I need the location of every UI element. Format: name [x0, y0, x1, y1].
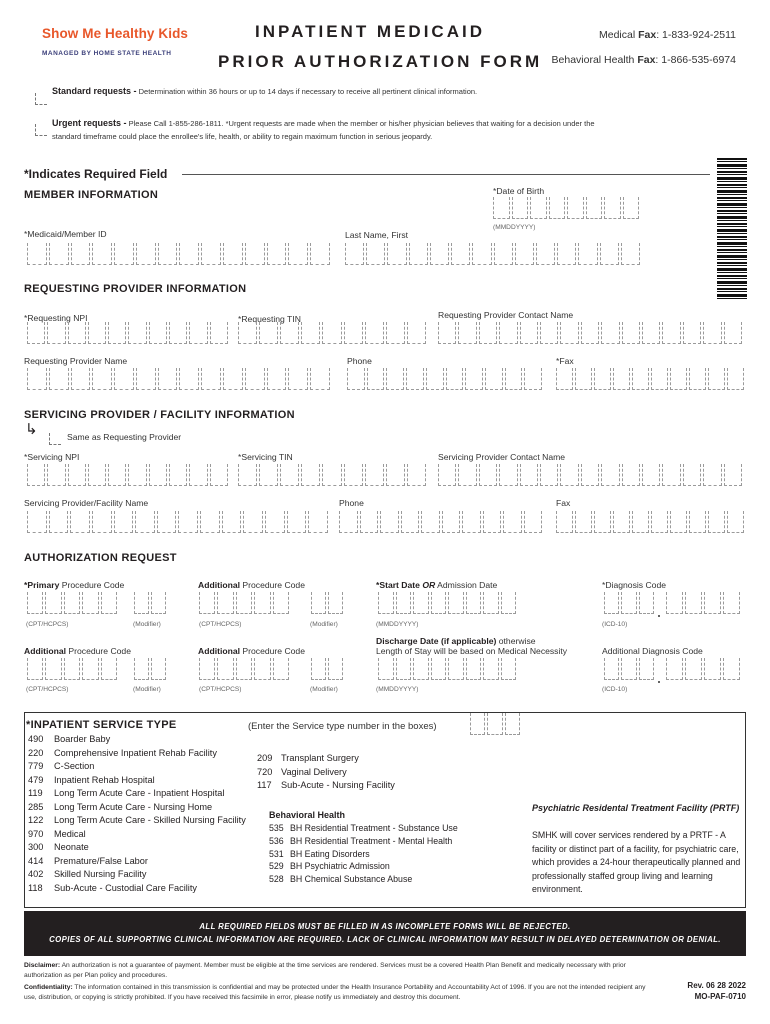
- member-id-label: *Medicaid/Member ID: [24, 229, 107, 239]
- dob-input[interactable]: [493, 197, 641, 219]
- service-code: 536: [269, 835, 284, 846]
- service-type-item: [269, 822, 458, 835]
- servicing-contact-input[interactable]: [438, 464, 744, 486]
- diagnosis-label: *Diagnosis Code: [602, 580, 667, 590]
- service-label: Long Term Acute Care - Nursing Home: [54, 801, 213, 812]
- additional-procedure-input-2[interactable]: [27, 658, 119, 680]
- member-name-label: Last Name, First: [345, 230, 409, 240]
- requesting-name-label: Requesting Provider Name: [24, 356, 128, 366]
- warning-line-1: ALL REQUIRED FIELDS MUST BE FILLED IN AS INCOMPLETE FORMS WILL BE REJECTED.: [199, 922, 571, 931]
- discharge-date-input[interactable]: [378, 658, 518, 680]
- service-label: BH Eating Disorders: [290, 848, 370, 859]
- service-code: 529: [269, 861, 284, 872]
- standard-request-text: Standard requests - Determination within 36 hours or up to 14 days if necessary to receive all pertinent clinical information.: [52, 86, 478, 96]
- service-type-item: [28, 747, 246, 761]
- modifier-hint: (Modifier): [310, 621, 338, 628]
- dob-label: *Date of Birth: [493, 186, 545, 196]
- bh-list: [269, 822, 458, 886]
- requesting-name-input[interactable]: [27, 368, 332, 390]
- date-format-hint: (MMDDYYYY): [376, 621, 419, 628]
- start-date-input[interactable]: [378, 592, 518, 614]
- member-id-input[interactable]: [27, 243, 332, 265]
- requesting-fax-label: *Fax: [556, 356, 574, 366]
- service-type-instruction: (Enter the Service type number in the boxes): [248, 721, 437, 732]
- service-label: Premature/False Labor: [54, 855, 148, 866]
- medical-fax: Medical Fax: 1-833-924-2511: [599, 29, 736, 41]
- service-type-item: [28, 774, 246, 788]
- service-code: 779: [28, 761, 44, 771]
- logo: Show Me Healthy Kids: [42, 26, 189, 41]
- primary-modifier-input[interactable]: [134, 592, 168, 614]
- service-type-item: [28, 814, 246, 828]
- same-as-requesting-checkbox[interactable]: [49, 433, 61, 445]
- service-code: 531: [269, 848, 284, 859]
- service-type-item: [28, 841, 246, 855]
- prtf-heading: Psychiatric Residental Treatment Facility (PRTF): [532, 803, 740, 813]
- servicing-tin-input[interactable]: [238, 464, 428, 486]
- servicing-phone-input[interactable]: [339, 511, 544, 533]
- requesting-tin-input[interactable]: [238, 322, 428, 344]
- service-type-item: [257, 766, 395, 780]
- form-code: MO-PAF-0710: [694, 992, 746, 1001]
- disclaimer: Disclaimer: An authorization is not a guarantee of payment. Member must be eligible at the time services are rendered. Services must be a covered Health Plan Benefit and medically necessary with prior authorization as per Plan policy and procedures.: [24, 962, 626, 979]
- bh-heading: Behavioral Health: [269, 810, 346, 820]
- member-heading: MEMBER INFORMATION: [24, 189, 159, 201]
- service-label: Skilled Nursing Facility: [54, 869, 147, 879]
- additional-procedure-input-1[interactable]: [199, 592, 291, 614]
- requesting-phone-label: Phone: [347, 356, 372, 366]
- cpt-hint: (CPT/HCPCS): [199, 621, 242, 628]
- divider: [182, 174, 710, 175]
- requesting-tin-label: *Requesting TIN: [238, 314, 301, 324]
- additional-modifier-input-2[interactable]: [134, 658, 168, 680]
- service-type-item: [269, 835, 458, 848]
- additional-procedure-input-3[interactable]: [199, 658, 291, 680]
- warning-line-2: COPIES OF ALL SUPPORTING CLINICAL INFORMATION ARE REQUIRED. LACK OF CLINICAL INFORMATION MAY RESULT IN DELAYED DETERMINATION OR DENIAL.: [49, 935, 721, 944]
- additional-procedure-label-2: Additional Procedure Code: [24, 646, 131, 656]
- service-type-item: [28, 801, 246, 815]
- requesting-npi-label: *Requesting NPI: [24, 313, 88, 323]
- service-type-item: [28, 882, 246, 896]
- service-label: Sub-Acute - Custodial Care Facility: [54, 882, 197, 893]
- page-title-line2: PRIOR AUTHORIZATION FORM: [218, 52, 543, 71]
- service-label: Vaginal Delivery: [281, 766, 347, 777]
- service-type-item: [269, 860, 458, 873]
- service-type-item: [28, 855, 246, 869]
- diagnosis-input-a[interactable]: [604, 592, 656, 614]
- service-type-item: [257, 752, 395, 766]
- service-label: C-Section: [54, 761, 95, 771]
- service-code: 300: [28, 842, 44, 852]
- service-label: Boarder Baby: [54, 734, 111, 744]
- requesting-fax-input[interactable]: [556, 368, 746, 390]
- service-code: 220: [28, 747, 44, 758]
- servicing-tin-label: *Servicing TIN: [238, 452, 293, 462]
- decimal-dot: [658, 681, 660, 683]
- additional-diagnosis-input-a[interactable]: [604, 658, 656, 680]
- service-type-item: [28, 868, 246, 882]
- service-label: Comprehensive Inpatient Rehab Facility: [54, 747, 217, 758]
- barcode-icon: [717, 158, 747, 300]
- date-format-hint: (MMDDYYYY): [376, 686, 419, 693]
- urgent-request-checkbox[interactable]: [35, 124, 47, 136]
- service-label: BH Residential Treatment - Mental Health: [290, 835, 453, 846]
- primary-procedure-input[interactable]: [27, 592, 119, 614]
- icd-hint: (ICD-10): [602, 686, 628, 693]
- service-code: 720: [257, 766, 273, 777]
- additional-procedure-label-3: Additional Procedure Code: [198, 646, 305, 656]
- modifier-hint: (Modifier): [133, 686, 161, 693]
- service-code: 209: [257, 753, 273, 763]
- warning-banner: [24, 911, 746, 956]
- service-type-list-2: [257, 752, 395, 793]
- bh-fax: Behavioral Health Fax: 1-866-535-6974: [551, 54, 736, 66]
- modifier-hint: (Modifier): [133, 621, 161, 628]
- service-type-item: [269, 873, 458, 886]
- service-label: BH Psychiatric Admission: [290, 861, 390, 872]
- service-code: 118: [28, 882, 43, 893]
- auth-heading: AUTHORIZATION REQUEST: [24, 552, 177, 564]
- modifier-hint: (Modifier): [310, 686, 338, 693]
- service-code: 285: [28, 801, 44, 812]
- urgent-request-text: Urgent requests - Please Call 1-855-286-1811. *Urgent requests are made when the member or his/her physician believes that waiting for a decision under the standard timeframe could place the enrollee's life, health, or ability to regain maximum function in serious jeopardy.: [52, 118, 595, 141]
- confidentiality: Confidentiality: The information contained in this transmission is confidential and may be protected under the Health Insurance Portability and Accountability Act of 1996. If you are not the intended recipient any use, distribution, or copying is strictly prohibited. If you have received this facsimile in error, please notify us immediately and destroy this document.: [24, 984, 646, 1001]
- service-label: Inpatient Rehab Hospital: [54, 774, 155, 785]
- same-as-requesting-label: Same as Requesting Provider: [67, 432, 182, 442]
- logo-tagline: MANAGED BY HOME STATE HEALTH: [42, 50, 172, 57]
- servicing-fax-label: Fax: [556, 498, 571, 508]
- servicing-heading: SERVICING PROVIDER / FACILITY INFORMATION: [24, 409, 295, 421]
- service-type-item: [28, 760, 246, 774]
- prtf-text: SMHK will cover services rendered by a PRTF - A facility or distinct part of a facility, for psychiatric care, which provides a 24-hour therapeutically planned and professionally staffed group living and learning environment.: [532, 830, 741, 895]
- cpt-hint: (CPT/HCPCS): [26, 686, 69, 693]
- service-type-item: [28, 828, 246, 842]
- service-label: Long Term Acute Care - Inpatient Hospital: [54, 788, 225, 798]
- service-label: Long Term Acute Care - Skilled Nursing Facility: [54, 815, 246, 825]
- service-code: 402: [28, 869, 44, 879]
- cpt-hint: (CPT/HCPCS): [26, 621, 69, 628]
- primary-procedure-label: *Primary Procedure Code: [24, 580, 125, 590]
- service-type-input[interactable]: [470, 713, 522, 735]
- service-code: 490: [28, 734, 44, 744]
- additional-modifier-input-1[interactable]: [311, 592, 345, 614]
- additional-diagnosis-input-b[interactable]: [666, 658, 742, 680]
- additional-procedure-label-1: Additional Procedure Code: [198, 580, 305, 590]
- decimal-dot: [658, 615, 660, 617]
- diagnosis-input-b[interactable]: [666, 592, 742, 614]
- requesting-heading: REQUESTING PROVIDER INFORMATION: [24, 283, 247, 295]
- required-field-note: *Indicates Required Field: [24, 167, 168, 181]
- service-type-list: [28, 733, 246, 895]
- length-of-stay-note: Length of Stay will be based on Medical Necessity: [376, 646, 568, 656]
- service-label: Transplant Surgery: [281, 753, 359, 763]
- service-code: 117: [257, 780, 272, 790]
- service-code: 414: [28, 855, 44, 866]
- service-label: Sub-Acute - Nursing Facility: [281, 780, 395, 790]
- requesting-contact-input[interactable]: [438, 322, 744, 344]
- cpt-hint: (CPT/HCPCS): [199, 686, 242, 693]
- servicing-npi-input[interactable]: [27, 464, 230, 486]
- servicing-contact-label: Servicing Provider Contact Name: [438, 452, 566, 462]
- service-type-item: [28, 787, 246, 801]
- service-code: 479: [28, 774, 44, 785]
- servicing-name-label: Servicing Provider/Facility Name: [24, 498, 149, 508]
- additional-diagnosis-label: Additional Diagnosis Code: [602, 646, 703, 656]
- service-type-item: [28, 733, 246, 747]
- service-code: 122: [28, 815, 44, 825]
- requesting-npi-input[interactable]: [27, 322, 230, 344]
- servicing-fax-input[interactable]: [556, 511, 746, 533]
- service-label: Neonate: [54, 842, 89, 852]
- standard-request-checkbox[interactable]: [35, 93, 47, 105]
- servicing-phone-label: Phone: [339, 498, 364, 508]
- arrow-icon: ↳: [25, 421, 38, 438]
- additional-modifier-input-3[interactable]: [311, 658, 345, 680]
- servicing-name-input[interactable]: [27, 511, 330, 533]
- service-code: 970: [28, 828, 44, 839]
- discharge-label: Discharge Date (if applicable) otherwise: [376, 636, 536, 646]
- service-code: 535: [269, 823, 284, 833]
- service-label: BH Chemical Substance Abuse: [290, 874, 413, 885]
- service-label: BH Residential Treatment - Substance Use: [290, 823, 458, 833]
- service-type-heading: *INPATIENT SERVICE TYPE: [26, 719, 177, 731]
- service-label: Medical: [54, 828, 86, 839]
- service-code: 528: [269, 874, 284, 885]
- page-title-line1: INPATIENT MEDICAID: [255, 22, 485, 41]
- service-type-item: [257, 779, 395, 793]
- service-type-item: [269, 848, 458, 861]
- requesting-contact-label: Requesting Provider Contact Name: [438, 310, 574, 320]
- requesting-phone-input[interactable]: [347, 368, 544, 390]
- start-date-label: *Start Date OR Admission Date: [376, 580, 498, 590]
- servicing-npi-label: *Servicing NPI: [24, 452, 80, 462]
- revision-date: Rev. 06 28 2022: [687, 981, 746, 990]
- dob-format: (MMDDYYYY): [493, 224, 536, 231]
- icd-hint: (ICD-10): [602, 621, 628, 628]
- member-name-input[interactable]: [345, 243, 642, 265]
- service-code: 119: [28, 788, 43, 798]
